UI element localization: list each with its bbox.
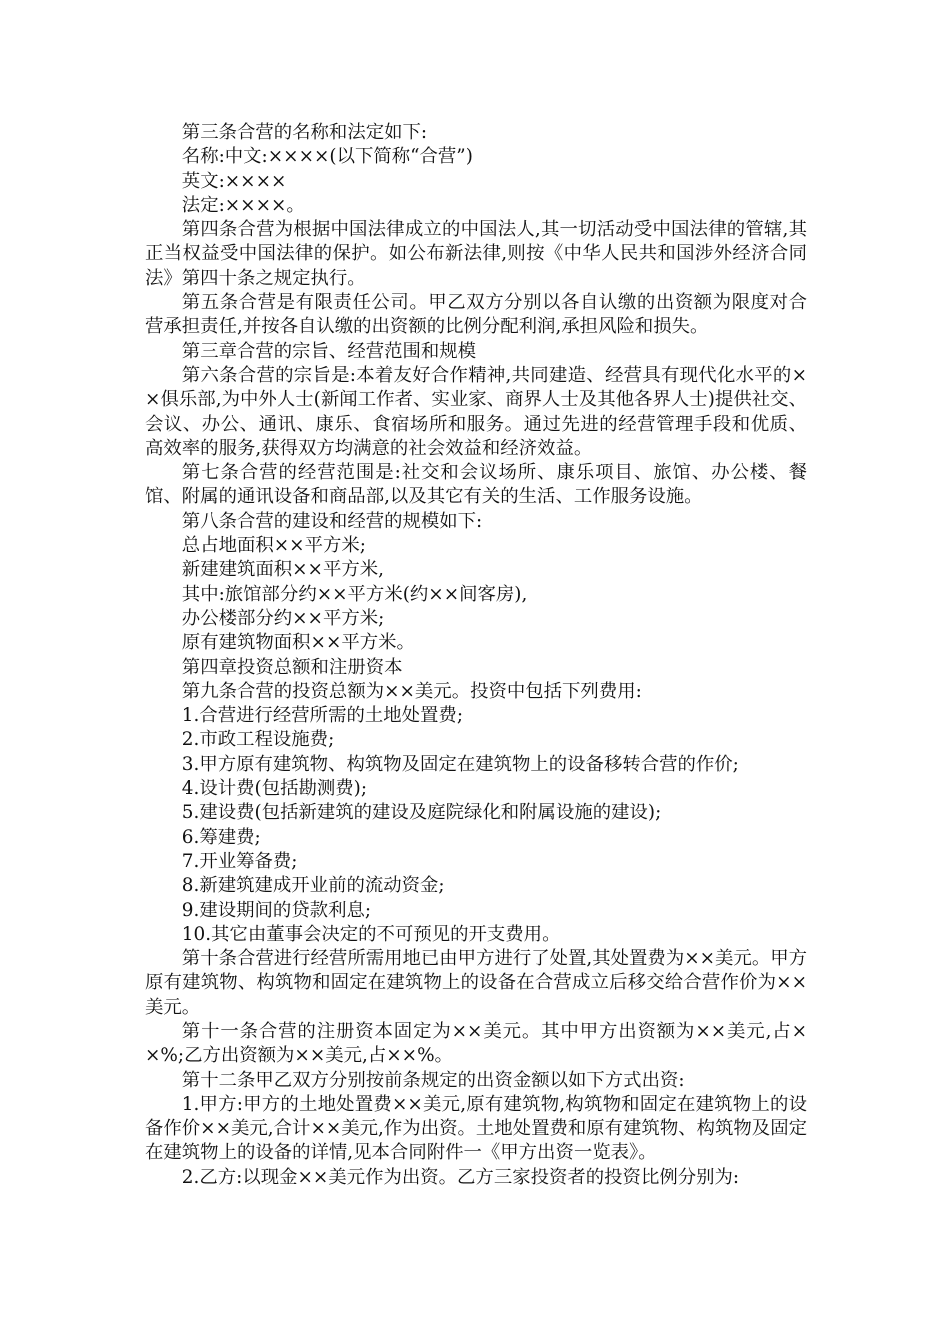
paragraph-article-10: 第十条合营进行经营所需用地已由甲方进行了处置,其处置费为××美元。甲方原有建筑物、构筑物和固定在建筑物上的设备在合营成立后移交给合营作价为××美元。: [145, 948, 807, 1018]
list-item-cost-3: 3.甲方原有建筑物、构筑物及固定在建筑物上的设备移转合营的作价;: [181, 753, 739, 775]
list-item-cost-8: 8.新建筑建成开业前的流动资金;: [181, 875, 445, 897]
paragraph-article-12: 第十二条甲乙双方分别按前条规定的出资金额以如下方式出资:: [181, 1069, 685, 1091]
paragraph-existing-building-area: 原有建筑物面积××平方米。: [181, 632, 415, 654]
paragraph-article-3: 第三条合营的名称和法定如下:: [181, 122, 428, 143]
list-item-party-b-contribution: 2.乙方:以现金××美元作为出资。乙方三家投资者的投资比例分别为:: [181, 1166, 740, 1188]
chapter-heading-3: 第三章合营的宗旨、经营范围和规模: [181, 340, 477, 362]
list-item-cost-1: 1.合营进行经营所需的土地处置费;: [181, 705, 464, 727]
paragraph-article-11: 第十一条合营的注册资本固定为××美元。其中甲方出资额为××美元,占××%;乙方出资额为××美元,占××%。: [145, 1020, 807, 1067]
list-item-cost-5: 5.建设费(包括新建筑的建设及庭院绿化和附属设施的建设);: [181, 802, 662, 824]
paragraph-legal-address: 法定:××××。: [181, 194, 305, 216]
list-item-cost-7: 7.开业筹备费;: [181, 850, 298, 872]
paragraph-name-english: 英文:××××: [181, 170, 287, 192]
list-item-cost-4: 4.设计费(包括勘测费);: [181, 778, 368, 800]
paragraph-article-5: 第五条合营是有限责任公司。甲乙双方分别以各自认缴的出资额为限度对合营承担责任,并按各自认缴的出资额的比例分配利润,承担风险和损失。: [145, 292, 807, 338]
paragraph-total-area: 总占地面积××平方米;: [181, 535, 366, 557]
paragraph-new-building-area: 新建建筑面积××平方米,: [181, 559, 384, 581]
paragraph-article-4: 第四条合营为根据中国法律成立的中国法人,其一切活动受中国法律的管辖,其正当权益受中国法律的保护。如公布新法律,则按《中华人民共和国涉外经济合同法》第四十条之规定执行。: [145, 219, 807, 289]
list-item-cost-10: 10.其它由董事会决定的不可预见的开支费用。: [181, 923, 561, 945]
paragraph-article-7: 第七条合营的经营范围是:社交和会议场所、康乐项目、旅馆、办公楼、餐馆、附属的通讯设备和商品部,以及其它有关的生活、工作服务设施。: [145, 462, 807, 508]
paragraph-article-6: 第六条合营的宗旨是:本着友好合作精神,共同建造、经营具有现代化水平的××俱乐部,为中外人士(新闻工作者、实业家、商界人士及其他各界人士)提供社交、会议、办公、通讯、康乐、食宿场所和服务。通过先进的经营管理手段和优质、高效率的服务,获得双方均满意的社会效益和经济效益。: [145, 364, 807, 459]
chapter-heading-4: 第四章投资总额和注册资本: [181, 656, 403, 678]
paragraph-article-9: 第九条合营的投资总额为××美元。投资中包括下列费用:: [181, 680, 642, 702]
list-item-cost-9: 9.建设期间的贷款利息;: [181, 899, 372, 921]
paragraph-name-chinese: 名称:中文:××××(以下简称“合营”): [181, 146, 473, 168]
paragraph-hotel-area: 其中:旅馆部分约××平方米(约××间客房),: [181, 583, 528, 605]
list-item-cost-2: 2.市政工程设施费;: [181, 729, 335, 751]
list-item-cost-6: 6.筹建费;: [181, 826, 261, 848]
document-page: [145, 121, 807, 1190]
list-item-party-a-contribution: 1.甲方:甲方的土地处置费××美元,原有建筑物,构筑物和固定在建筑物上的设备作价××美元,合计××美元,作为出资。土地处置费和原有建筑物、构筑物及固定在建筑物上的设备的详情,见本合同附件一《甲方出资一览表》。: [145, 1093, 807, 1164]
paragraph-article-8: 第八条合营的建设和经营的规模如下:: [181, 510, 483, 532]
paragraph-office-area: 办公楼部分约××平方米;: [181, 607, 385, 629]
